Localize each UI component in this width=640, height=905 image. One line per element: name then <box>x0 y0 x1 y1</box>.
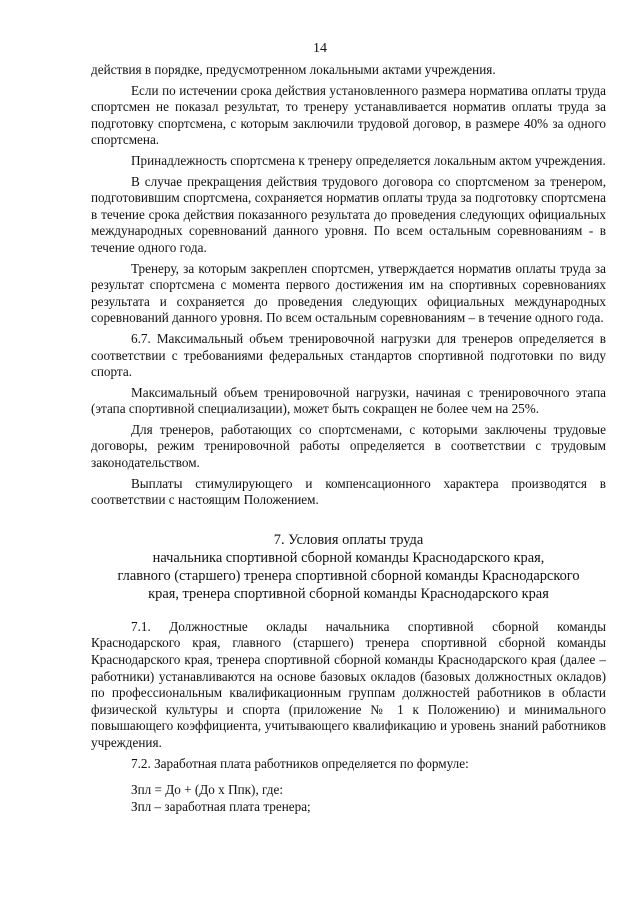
section-heading-title: 7. Условия оплаты труда <box>273 531 424 548</box>
paragraph: действия в порядке, предусмотренном локальными актами учреждения. <box>91 62 496 77</box>
paragraph: Максимальный объем тренировочной нагрузки, начиная с тренировочного этапа (этапа спортивной специализации), может быть сокращен не более чем на 25%. <box>91 384 606 417</box>
formula-definition: Зпл – заработная плата тренера; <box>131 798 311 814</box>
paragraph: Если по истечении срока действия установленного размера норматива оплаты труда спортсмен не показал результат, то тренеру устанавливается норматив оплаты труда за подготовку спортсмена, с которым заключили трудовой договор, в размере 40% за одного спортсмена. <box>91 82 606 148</box>
paragraph: Выплаты стимулирующего и компенсационного характера производятся в соответствии с настоящим Положением. <box>91 475 606 508</box>
paragraph: Принадлежность спортсмена к тренеру определяется локальным актом учреждения. <box>131 152 606 168</box>
paragraph: 7.2. Заработная плата работников определяется по формуле: <box>131 755 469 771</box>
paragraph: Тренеру, за которым закреплен спортсмен, утверждается норматив оплаты труда за результат спортсмена с момента первого достижения им на спортивных соревнованиях результата и сохраняется до проведения следующих официальных международных соревнований данного уровня. По всем остальным соревнованиям – в течение одного года. <box>91 260 606 326</box>
paragraph: В случае прекращения действия трудового договора со спортсменом за тренером, подготовившим спортсмена, сохраняется норматив оплаты труда за подготовку спортсмена в течение срока действия показанного результата до проведения следующих официальных международных соревнований данного уровня. По всем остальным соревнованиям - в течение одного года. <box>91 173 606 255</box>
paragraph: 6.7. Максимальный объем тренировочной нагрузки для тренеров определяется в соответствии с требованиями федеральных стандартов спортивной подготовки по виду спорта. <box>91 330 606 380</box>
section-heading-line: края, тренера спортивной сборной команды Краснодарского края <box>148 585 549 602</box>
paragraph: 7.1. Должностные оклады начальника спортивной сборной команды Краснодарского края, главного (старшего) тренера спортивной сборной команды Краснодарского края, тренера спортивной сборной команды Краснодарского края (далее – работники) устанавливаются на основе базовых окладов (базовых должностных окладов) по профессиональным квалификационным группам должностей работников в области физической культуры и спорта (приложение № 1 к Положению) и минимального повышающего коэффициента, учитывающего квалификацию и уровень знаний работников учреждения. <box>91 618 606 750</box>
document-body <box>91 62 606 819</box>
page-number: 14 <box>313 41 327 56</box>
section-heading <box>91 531 606 603</box>
section-heading-line: начальника спортивной сборной команды Краснодарского края, <box>152 549 545 566</box>
paragraph: Для тренеров, работающих со спортсменами, с которыми заключены трудовые договоры, режим тренировочной работы определяется в соответствии с трудовым законодательством. <box>91 421 606 471</box>
formula-expression: Зпл = До + (До х Ппк), где: <box>131 782 284 798</box>
section-heading-line: главного (старшего) тренера спортивной сборной команды Краснодарского <box>117 567 580 584</box>
